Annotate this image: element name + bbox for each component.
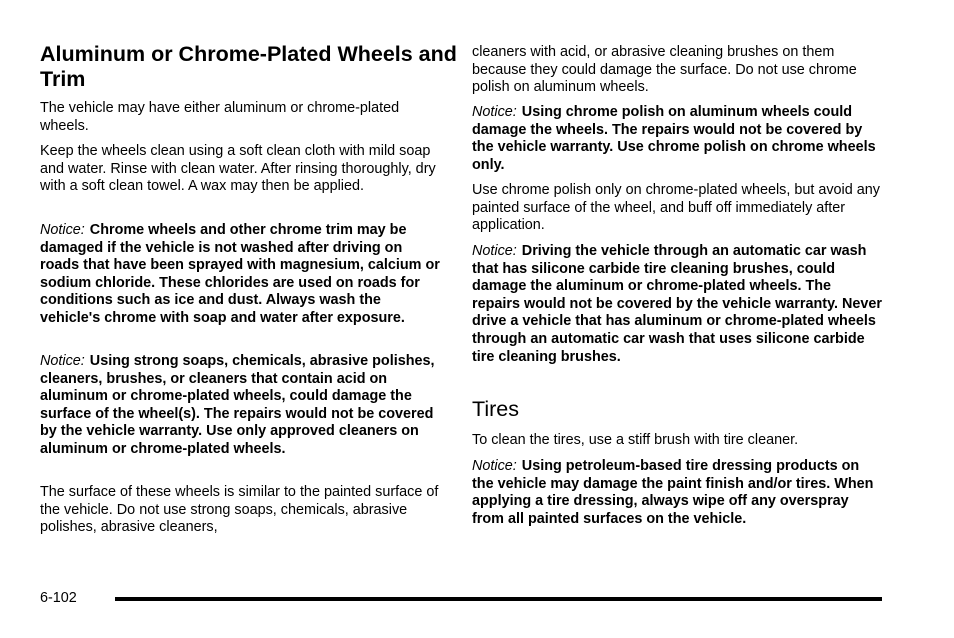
section-heading-tires: Tires	[472, 397, 519, 421]
notice-tire-dressing	[472, 458, 882, 528]
paragraph-wheel-types: The vehicle may have either aluminum or chrome-plated wheels.	[40, 100, 400, 134]
notice-car-wash	[472, 243, 882, 366]
paragraph-cleaning-instructions: Keep the wheels clean using a soft clean cloth with mild soap and water. Rinse with clean water. After rinsing thoroughly, dry with a soft clean towel. A wax may then be applied.	[40, 143, 436, 195]
notice-label: Notice:	[40, 222, 85, 238]
notice-text: Using petroleum-based tire dressing products on the vehicle may damage the paint finish and/or tires. When applying a tire dressing, always wipe off any overspray from all painted surfaces on the vehicle.	[472, 458, 874, 527]
page-number: 6-102	[40, 590, 77, 606]
notice-label: Notice:	[40, 353, 85, 369]
paragraph-tire-cleaning: To clean the tires, use a stiff brush with tire cleaner.	[472, 432, 799, 448]
section-heading-wheels: Aluminum or Chrome-Plated Wheels and Trim	[40, 42, 457, 91]
paragraph-surface-similar: The surface of these wheels is similar to the painted surface of the vehicle. Do not use strong soaps, chemicals, abrasive polishes, abrasive cleaners,	[40, 484, 439, 536]
notice-label: Notice:	[472, 243, 517, 259]
notice-text: Driving the vehicle through an automatic car wash that has silicone carbide tire cleaning brushes, could damage the aluminum or chrome-plated wheels. The repairs would not be covered by the vehicle warranty. Never drive a vehicle that has aluminum or chrome-plated wheels through an automatic car wash that uses silicone carbide tire cleaning brushes.	[472, 243, 883, 365]
paragraph-chrome-polish-use: Use chrome polish only on chrome-plated wheels, but avoid any painted surface of the wheel, and buff off immediately after application.	[472, 182, 880, 234]
notice-strong-soaps	[40, 353, 445, 459]
notice-chrome-damage	[40, 222, 445, 328]
footer-rule	[115, 597, 882, 601]
notice-label: Notice:	[472, 104, 517, 120]
notice-chrome-polish	[472, 104, 882, 174]
paragraph-cleaners-continued: cleaners with acid, or abrasive cleaning brushes on them because they could damage the surface. Do not use chrome polish on aluminum wheels.	[472, 44, 857, 96]
notice-text: Chrome wheels and other chrome trim may be damaged if the vehicle is not washed after driving on roads that have been sprayed with magnesium, calcium or sodium chloride. These chlorides are used on roads for conditions such as ice and dust. Always wash the vehicle's chrome with soap and water after exposure.	[40, 222, 440, 326]
notice-text: Using chrome polish on aluminum wheels could damage the wheels. The repairs would not be covered by the vehicle warranty. Use chrome polish on chrome wheels only.	[472, 104, 876, 173]
notice-label: Notice:	[472, 458, 517, 474]
notice-text: Using strong soaps, chemicals, abrasive polishes, cleaners, brushes, or cleaners that contain acid on aluminum or chrome-plated wheels, could damage the surface of the wheel(s). The repairs would not be covered by the vehicle warranty. Use only approved cleaners on aluminum or chrome-plated wheels.	[40, 353, 435, 457]
